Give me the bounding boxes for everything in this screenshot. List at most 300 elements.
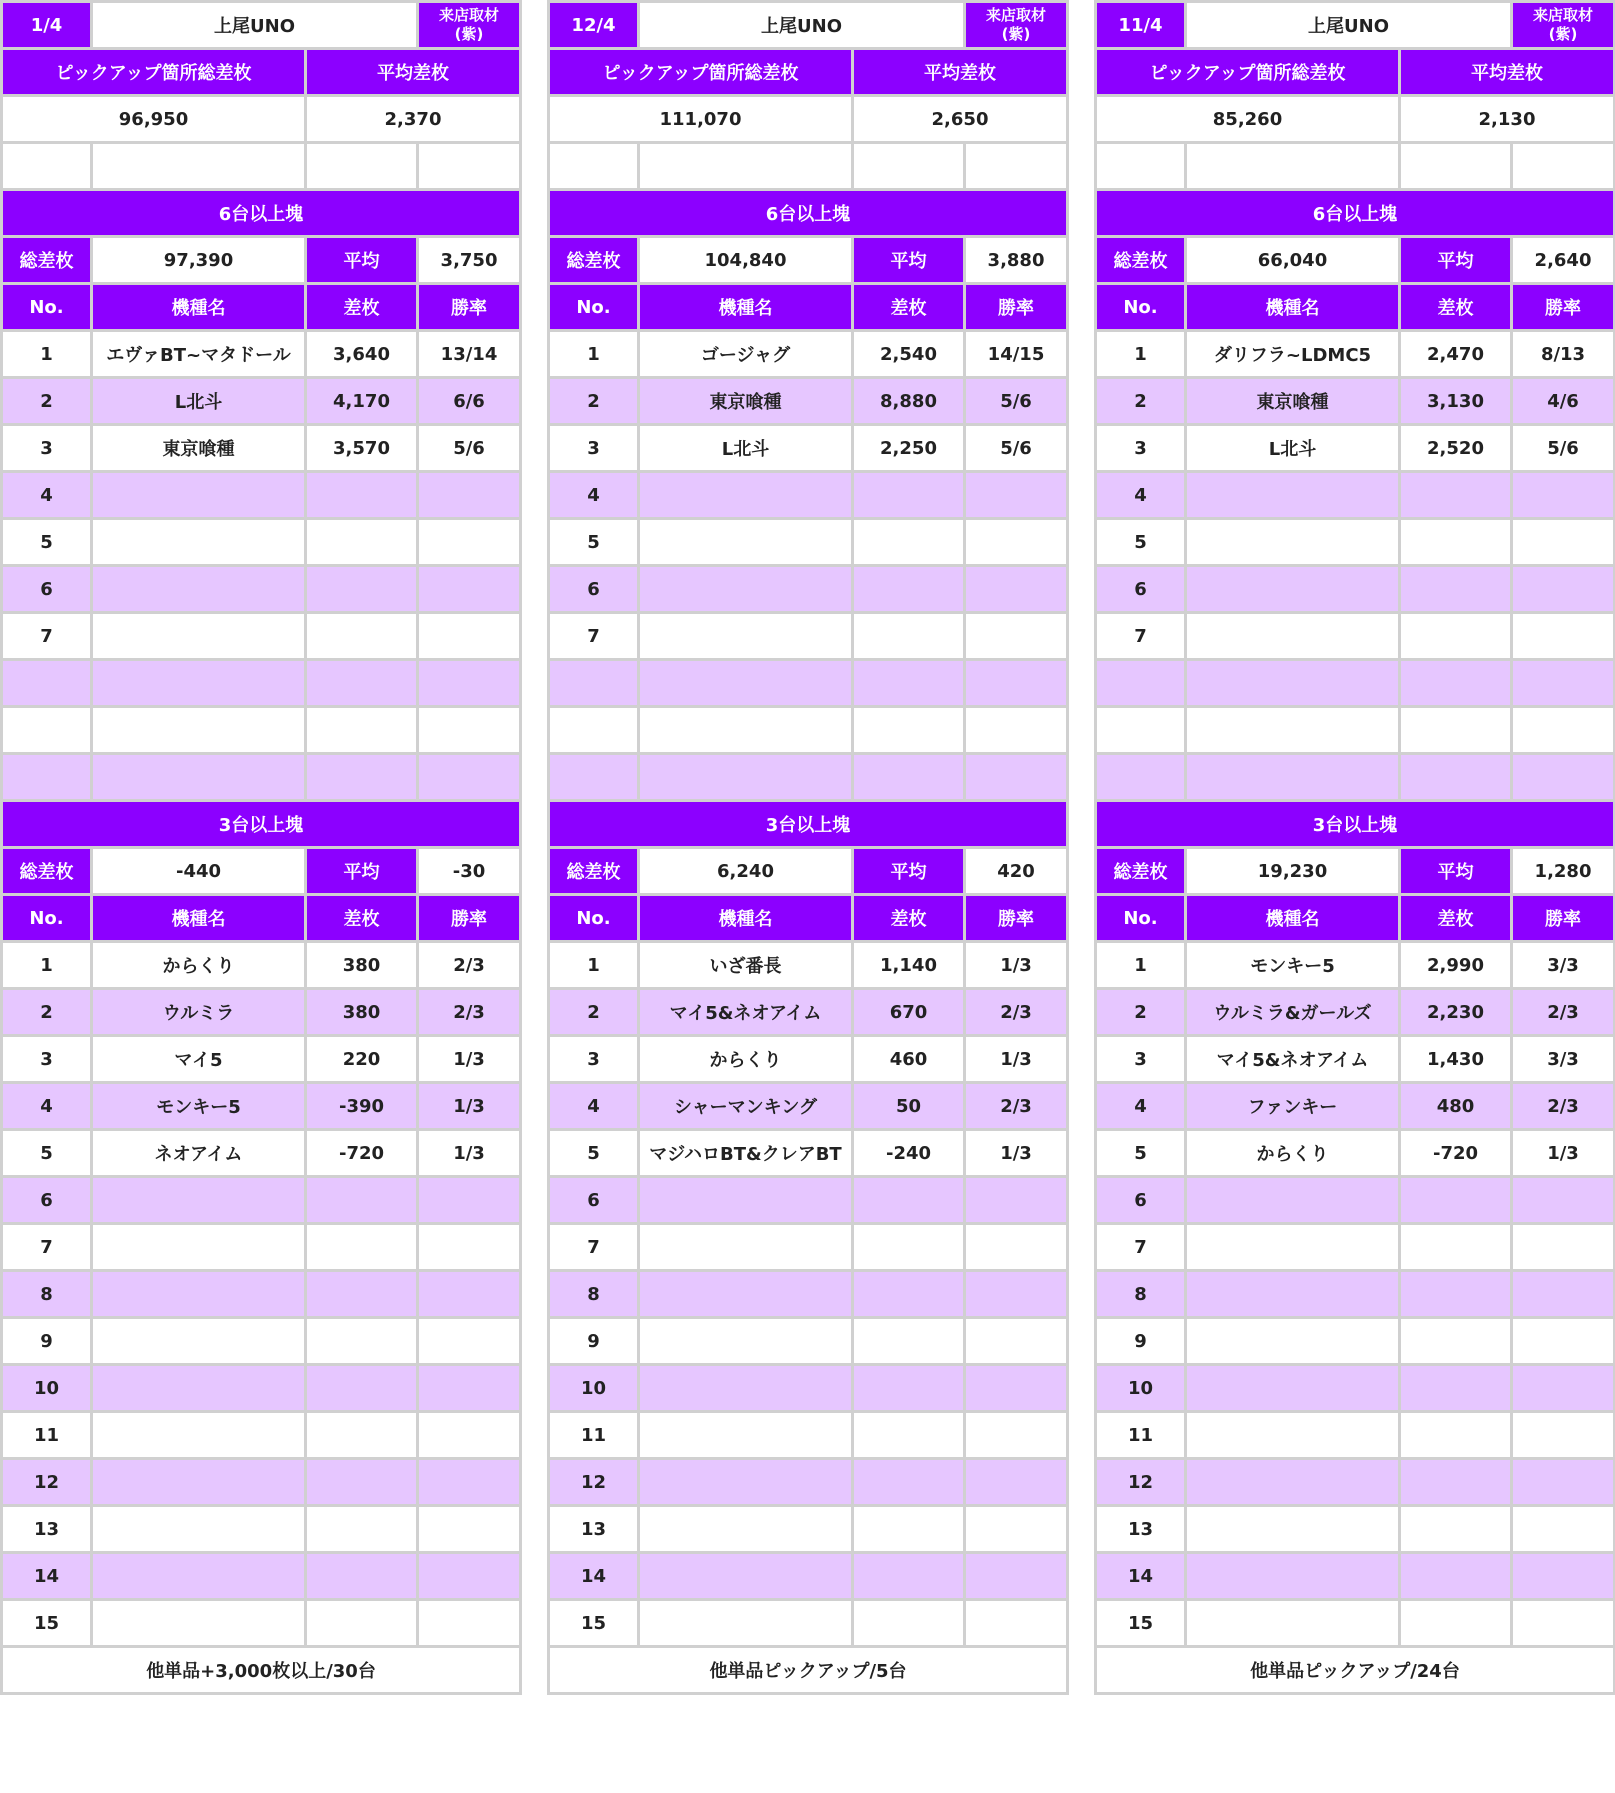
machine-name — [639, 472, 853, 519]
win-rate: 1/3 — [1512, 1130, 1615, 1177]
table-row — [1096, 1224, 1615, 1271]
event-label: 来店取材 (紫) — [965, 2, 1068, 49]
col-no-header: No. — [549, 895, 639, 942]
machine-name — [92, 1459, 306, 1506]
avg-label: 平均 — [1400, 848, 1512, 895]
machine-name — [639, 1365, 853, 1412]
avg-value: 2,640 — [1512, 237, 1615, 284]
blank-cell — [306, 143, 418, 190]
table-row — [1096, 754, 1615, 801]
blank-cell — [418, 143, 521, 190]
diff-coins: 2,540 — [853, 331, 965, 378]
table-row — [2, 472, 521, 519]
machine-name: ダリフラ~LDMC5 — [1186, 331, 1400, 378]
row-no: 1 — [549, 331, 639, 378]
diff-coins — [1400, 519, 1512, 566]
win-rate — [965, 1600, 1068, 1647]
machine-name — [92, 1318, 306, 1365]
machine-name: L北斗 — [92, 378, 306, 425]
machine-name — [92, 1177, 306, 1224]
table-row — [1096, 1506, 1615, 1553]
machine-name — [92, 660, 306, 707]
table-row — [2, 1224, 521, 1271]
win-rate: 2/3 — [418, 989, 521, 1036]
diff-coins — [1400, 1318, 1512, 1365]
blank-cell — [639, 143, 853, 190]
table-row — [549, 989, 1068, 1036]
row-no: 10 — [2, 1365, 92, 1412]
col-machine-header: 機種名 — [1186, 895, 1400, 942]
table-row — [1096, 519, 1615, 566]
machine-name — [639, 660, 853, 707]
machine-name — [639, 566, 853, 613]
diff-coins — [1400, 1600, 1512, 1647]
table-row — [549, 1506, 1068, 1553]
diff-coins — [853, 1224, 965, 1271]
diff-coins — [306, 754, 418, 801]
total-label: 総差枚 — [1096, 237, 1186, 284]
win-rate — [1512, 519, 1615, 566]
diff-coins — [306, 1224, 418, 1271]
win-rate: 1/3 — [418, 1036, 521, 1083]
row-no: 11 — [1096, 1412, 1186, 1459]
col-diff-header: 差枚 — [306, 284, 418, 331]
row-no — [1096, 660, 1186, 707]
win-rate: 2/3 — [1512, 1083, 1615, 1130]
table-row — [549, 1365, 1068, 1412]
diff-coins — [1400, 1553, 1512, 1600]
diff-coins — [306, 472, 418, 519]
panel — [0, 0, 519, 1695]
pickup-avg-label: 平均差枚 — [853, 49, 1068, 96]
row-no: 3 — [1096, 425, 1186, 472]
row-no: 10 — [549, 1365, 639, 1412]
diff-coins — [853, 613, 965, 660]
three-plus-header-row — [549, 895, 1068, 942]
table-row — [1096, 425, 1615, 472]
diff-coins: 460 — [853, 1036, 965, 1083]
diff-coins — [306, 707, 418, 754]
win-rate — [1512, 472, 1615, 519]
diff-coins: 670 — [853, 989, 965, 1036]
machine-name: エヴァBT~マタドール — [92, 331, 306, 378]
total-value: 104,840 — [639, 237, 853, 284]
avg-label: 平均 — [306, 848, 418, 895]
row-no: 3 — [549, 425, 639, 472]
win-rate — [965, 707, 1068, 754]
win-rate — [965, 1224, 1068, 1271]
table-row — [2, 1459, 521, 1506]
diff-coins — [853, 472, 965, 519]
row-no: 2 — [549, 378, 639, 425]
col-winrate-header: 勝率 — [418, 895, 521, 942]
row-no: 5 — [549, 519, 639, 566]
table-row — [1096, 472, 1615, 519]
table-row — [549, 1412, 1068, 1459]
row-no: 8 — [1096, 1271, 1186, 1318]
table-row — [549, 1177, 1068, 1224]
row-no: 15 — [549, 1600, 639, 1647]
diff-coins — [306, 1365, 418, 1412]
table-row — [549, 660, 1068, 707]
diff-coins: 380 — [306, 989, 418, 1036]
col-machine-header: 機種名 — [639, 895, 853, 942]
row-no: 15 — [2, 1600, 92, 1647]
row-no — [2, 754, 92, 801]
win-rate: 1/3 — [965, 1130, 1068, 1177]
three-plus-header-row — [1096, 895, 1615, 942]
blank-row — [1096, 143, 1615, 190]
footer-row — [1096, 1647, 1615, 1694]
table-row — [549, 1459, 1068, 1506]
three-plus-title: 3台以上塊 — [549, 801, 1068, 848]
machine-name: ファンキー — [1186, 1083, 1400, 1130]
table-row — [1096, 566, 1615, 613]
row-no: 11 — [549, 1412, 639, 1459]
win-rate: 5/6 — [1512, 425, 1615, 472]
win-rate — [1512, 660, 1615, 707]
six-plus-title-row — [1096, 190, 1615, 237]
table-row — [2, 1130, 521, 1177]
row-no: 5 — [549, 1130, 639, 1177]
diff-coins: -240 — [853, 1130, 965, 1177]
table-row — [1096, 1130, 1615, 1177]
col-diff-header: 差枚 — [1400, 895, 1512, 942]
table-row — [2, 1506, 521, 1553]
table-row — [549, 942, 1068, 989]
machine-name — [92, 1365, 306, 1412]
pickup-value-row — [2, 96, 521, 143]
row-no: 2 — [1096, 378, 1186, 425]
diff-coins: 8,880 — [853, 378, 965, 425]
machine-name — [1186, 472, 1400, 519]
six-plus-title: 6台以上塊 — [1096, 190, 1615, 237]
win-rate — [418, 1506, 521, 1553]
table-row — [1096, 1036, 1615, 1083]
row-no — [549, 660, 639, 707]
col-no-header: No. — [1096, 284, 1186, 331]
pickup-value-row — [549, 96, 1068, 143]
three-plus-summary-row — [2, 848, 521, 895]
row-no: 1 — [1096, 942, 1186, 989]
diff-coins — [306, 519, 418, 566]
table-row — [2, 1083, 521, 1130]
machine-name — [1186, 613, 1400, 660]
diff-coins: 3,640 — [306, 331, 418, 378]
machine-name — [1186, 519, 1400, 566]
machine-name — [639, 1459, 853, 1506]
col-machine-header: 機種名 — [639, 284, 853, 331]
blank-cell — [92, 143, 306, 190]
diff-coins: -390 — [306, 1083, 418, 1130]
diff-coins — [853, 1459, 965, 1506]
machine-name — [1186, 1271, 1400, 1318]
machine-name — [1186, 754, 1400, 801]
row-no: 15 — [1096, 1600, 1186, 1647]
six-plus-title-row — [549, 190, 1068, 237]
pickup-header-row — [549, 49, 1068, 96]
machine-name — [92, 613, 306, 660]
table-row — [2, 660, 521, 707]
diff-coins — [1400, 707, 1512, 754]
row-no: 13 — [2, 1506, 92, 1553]
row-no: 13 — [549, 1506, 639, 1553]
table-row — [1096, 1553, 1615, 1600]
table-row — [2, 1553, 521, 1600]
diff-coins — [306, 1271, 418, 1318]
machine-name — [1186, 1553, 1400, 1600]
win-rate: 8/13 — [1512, 331, 1615, 378]
six-plus-header-row — [1096, 284, 1615, 331]
row-no: 3 — [2, 1036, 92, 1083]
machine-name — [92, 1506, 306, 1553]
row-no: 7 — [1096, 613, 1186, 660]
win-rate — [1512, 1271, 1615, 1318]
blank-cell — [1400, 143, 1512, 190]
panel-title-row — [549, 2, 1068, 49]
machine-name — [639, 1224, 853, 1271]
win-rate: 6/6 — [418, 378, 521, 425]
machine-name — [1186, 1177, 1400, 1224]
table-row — [1096, 613, 1615, 660]
machine-name — [1186, 1412, 1400, 1459]
six-plus-title: 6台以上塊 — [549, 190, 1068, 237]
col-machine-header: 機種名 — [1186, 284, 1400, 331]
panel-title-row — [2, 2, 521, 49]
win-rate: 3/3 — [1512, 1036, 1615, 1083]
footer-note: 他単品+3,000枚以上/30台 — [2, 1647, 521, 1694]
panel-table — [547, 0, 1069, 1695]
diff-coins — [853, 1271, 965, 1318]
col-no-header: No. — [2, 895, 92, 942]
table-row — [549, 472, 1068, 519]
table-row — [1096, 1318, 1615, 1365]
win-rate — [418, 566, 521, 613]
machine-name: モンキー5 — [92, 1083, 306, 1130]
machine-name: ネオアイム — [92, 1130, 306, 1177]
win-rate — [418, 754, 521, 801]
win-rate — [965, 1553, 1068, 1600]
blank-cell — [1512, 143, 1615, 190]
total-value: 19,230 — [1186, 848, 1400, 895]
table-row — [2, 707, 521, 754]
panel-date: 1/4 — [2, 2, 92, 49]
machine-name: マイ5 — [92, 1036, 306, 1083]
diff-coins — [306, 1318, 418, 1365]
pickup-avg-label: 平均差枚 — [306, 49, 521, 96]
total-value: 66,040 — [1186, 237, 1400, 284]
row-no: 12 — [1096, 1459, 1186, 1506]
win-rate — [1512, 1600, 1615, 1647]
col-no-header: No. — [549, 284, 639, 331]
win-rate: 1/3 — [965, 1036, 1068, 1083]
row-no: 13 — [1096, 1506, 1186, 1553]
table-row — [549, 1036, 1068, 1083]
panel — [1094, 0, 1613, 1695]
table-row — [2, 425, 521, 472]
table-row — [1096, 1412, 1615, 1459]
table-row — [2, 1177, 521, 1224]
win-rate: 1/3 — [965, 942, 1068, 989]
table-row — [549, 1553, 1068, 1600]
panel-date: 12/4 — [549, 2, 639, 49]
row-no: 10 — [1096, 1365, 1186, 1412]
machine-name — [639, 1553, 853, 1600]
diff-coins — [306, 1553, 418, 1600]
row-no: 2 — [549, 989, 639, 1036]
three-plus-header-row — [2, 895, 521, 942]
pickup-total-value: 96,950 — [2, 96, 306, 143]
row-no: 7 — [2, 1224, 92, 1271]
diff-coins — [306, 1412, 418, 1459]
machine-name: からくり — [639, 1036, 853, 1083]
diff-coins: 380 — [306, 942, 418, 989]
total-label: 総差枚 — [1096, 848, 1186, 895]
row-no: 3 — [549, 1036, 639, 1083]
diff-coins: 4,170 — [306, 378, 418, 425]
win-rate — [965, 472, 1068, 519]
machine-name: L北斗 — [1186, 425, 1400, 472]
table-row — [1096, 331, 1615, 378]
table-row — [549, 1271, 1068, 1318]
win-rate — [1512, 1412, 1615, 1459]
win-rate: 5/6 — [965, 378, 1068, 425]
row-no — [1096, 707, 1186, 754]
machine-name — [639, 519, 853, 566]
row-no: 7 — [1096, 1224, 1186, 1271]
table-row — [1096, 707, 1615, 754]
win-rate: 13/14 — [418, 331, 521, 378]
machine-name — [639, 1600, 853, 1647]
win-rate — [418, 1271, 521, 1318]
diff-coins: -720 — [1400, 1130, 1512, 1177]
win-rate: 4/6 — [1512, 378, 1615, 425]
machine-name: 東京喰種 — [1186, 378, 1400, 425]
col-diff-header: 差枚 — [853, 284, 965, 331]
table-row — [2, 331, 521, 378]
store-name: 上尾UNO — [1186, 2, 1512, 49]
machine-name — [639, 1412, 853, 1459]
table-row — [2, 566, 521, 613]
machine-name — [639, 1271, 853, 1318]
table-row — [549, 519, 1068, 566]
win-rate — [418, 660, 521, 707]
col-winrate-header: 勝率 — [418, 284, 521, 331]
row-no: 4 — [2, 472, 92, 519]
three-plus-title: 3台以上塊 — [2, 801, 521, 848]
avg-value: 3,750 — [418, 237, 521, 284]
win-rate — [1512, 566, 1615, 613]
pickup-total-label: ピックアップ箇所総差枚 — [1096, 49, 1400, 96]
table-row — [549, 1600, 1068, 1647]
win-rate — [418, 1224, 521, 1271]
machine-name: ウルミラ — [92, 989, 306, 1036]
table-row — [549, 425, 1068, 472]
machine-name: マジハロBT&クレアBT — [639, 1130, 853, 1177]
row-no: 7 — [549, 1224, 639, 1271]
diff-coins: 3,130 — [1400, 378, 1512, 425]
total-value: 97,390 — [92, 237, 306, 284]
row-no: 6 — [1096, 566, 1186, 613]
footer-note: 他単品ピックアップ/24台 — [1096, 1647, 1615, 1694]
row-no: 5 — [1096, 519, 1186, 566]
diff-coins: 1,140 — [853, 942, 965, 989]
row-no: 2 — [1096, 989, 1186, 1036]
table-row — [2, 754, 521, 801]
row-no: 7 — [2, 613, 92, 660]
pickup-value-row — [1096, 96, 1615, 143]
col-machine-header: 機種名 — [92, 284, 306, 331]
diff-coins — [853, 1553, 965, 1600]
col-machine-header: 機種名 — [92, 895, 306, 942]
win-rate — [965, 1318, 1068, 1365]
table-row — [2, 378, 521, 425]
row-no: 8 — [2, 1271, 92, 1318]
avg-value: 1,280 — [1512, 848, 1615, 895]
row-no: 2 — [2, 989, 92, 1036]
six-plus-summary-row — [2, 237, 521, 284]
diff-coins — [306, 566, 418, 613]
machine-name: シャーマンキング — [639, 1083, 853, 1130]
machine-name — [1186, 566, 1400, 613]
win-rate — [418, 472, 521, 519]
win-rate — [965, 1271, 1068, 1318]
machine-name — [92, 472, 306, 519]
pickup-header-row — [1096, 49, 1615, 96]
machine-name — [639, 707, 853, 754]
win-rate: 2/3 — [965, 1083, 1068, 1130]
six-plus-summary-row — [1096, 237, 1615, 284]
machine-name — [1186, 1459, 1400, 1506]
three-plus-summary-row — [549, 848, 1068, 895]
panel-title-row — [1096, 2, 1615, 49]
avg-value: 3,880 — [965, 237, 1068, 284]
win-rate — [418, 1600, 521, 1647]
diff-coins — [853, 1318, 965, 1365]
total-label: 総差枚 — [549, 237, 639, 284]
machine-name — [1186, 1600, 1400, 1647]
row-no — [2, 660, 92, 707]
win-rate: 2/3 — [418, 942, 521, 989]
row-no: 8 — [549, 1271, 639, 1318]
pickup-avg-label: 平均差枚 — [1400, 49, 1615, 96]
pickup-total-value: 111,070 — [549, 96, 853, 143]
avg-value: -30 — [418, 848, 521, 895]
win-rate — [1512, 1459, 1615, 1506]
machine-name: ウルミラ&ガールズ — [1186, 989, 1400, 1036]
machine-name: 東京喰種 — [639, 378, 853, 425]
diff-coins — [853, 707, 965, 754]
table-row — [549, 754, 1068, 801]
table-row — [2, 1600, 521, 1647]
diff-coins: -720 — [306, 1130, 418, 1177]
blank-row — [2, 143, 521, 190]
diff-coins — [1400, 1224, 1512, 1271]
row-no: 4 — [2, 1083, 92, 1130]
total-label: 総差枚 — [2, 237, 92, 284]
diff-coins — [853, 1177, 965, 1224]
total-label: 総差枚 — [2, 848, 92, 895]
row-no: 12 — [2, 1459, 92, 1506]
total-label: 総差枚 — [549, 848, 639, 895]
pickup-avg-value: 2,650 — [853, 96, 1068, 143]
six-plus-title: 6台以上塊 — [2, 190, 521, 237]
row-no: 14 — [1096, 1553, 1186, 1600]
row-no: 6 — [549, 1177, 639, 1224]
diff-coins — [306, 1600, 418, 1647]
table-row — [2, 942, 521, 989]
win-rate — [965, 519, 1068, 566]
